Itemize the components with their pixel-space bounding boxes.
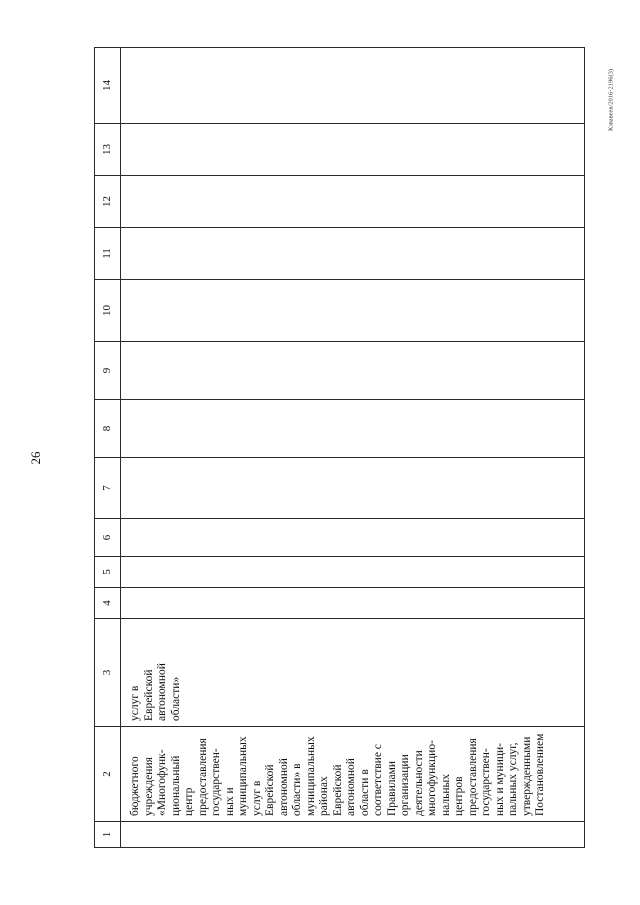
col-header-11: 11 <box>95 228 121 280</box>
col-header-4: 4 <box>95 588 121 619</box>
cell-col-10 <box>121 280 585 342</box>
cell-col-13 <box>121 124 585 176</box>
col-header-8: 8 <box>95 400 121 458</box>
table-row <box>121 48 585 848</box>
col-header-10: 10 <box>95 280 121 342</box>
cell-col-12 <box>121 176 585 228</box>
cell-col-3 <box>121 619 585 727</box>
col-header-1: 1 <box>95 822 121 848</box>
service-text: услуг в Еврейской автономной области» <box>129 663 182 721</box>
institution-text: бюджетного учреждения «Многофунк- циональный центр предоставления государствен- ных и муниципальных услуг в Еврейской автономной области» в муниципальных районах Еврейской автономной области в соответствие с Правилами организации деятельности многофункцио- нальных центров предоставления государствен- ных и муници- пальных услуг, утвержденными Постановлением <box>129 733 546 816</box>
col-header-13: 13 <box>95 124 121 176</box>
col-header-5: 5 <box>95 557 121 588</box>
document-table <box>94 47 585 848</box>
page-number: 26 <box>28 451 43 465</box>
col-header-7: 7 <box>95 458 121 519</box>
cell-col-6 <box>121 519 585 557</box>
col-header-3: 3 <box>95 619 121 727</box>
col-header-14: 14 <box>95 48 121 124</box>
rotated-table-container <box>94 48 585 848</box>
cell-col-8 <box>121 400 585 458</box>
cell-col-14 <box>121 48 585 124</box>
col-header-12: 12 <box>95 176 121 228</box>
cell-col-1 <box>121 822 585 848</box>
cell-col-2 <box>121 727 585 822</box>
col-header-2: 2 <box>95 727 121 822</box>
col-header-9: 9 <box>95 342 121 400</box>
table-header-row <box>95 48 121 848</box>
cell-col-4 <box>121 588 585 619</box>
cell-col-9 <box>121 342 585 400</box>
document-code: Кзвавеев/2016-2196(3) <box>607 68 615 132</box>
cell-col-7 <box>121 458 585 519</box>
cell-col-5 <box>121 557 585 588</box>
cell-col-11 <box>121 228 585 280</box>
col-header-6: 6 <box>95 519 121 557</box>
